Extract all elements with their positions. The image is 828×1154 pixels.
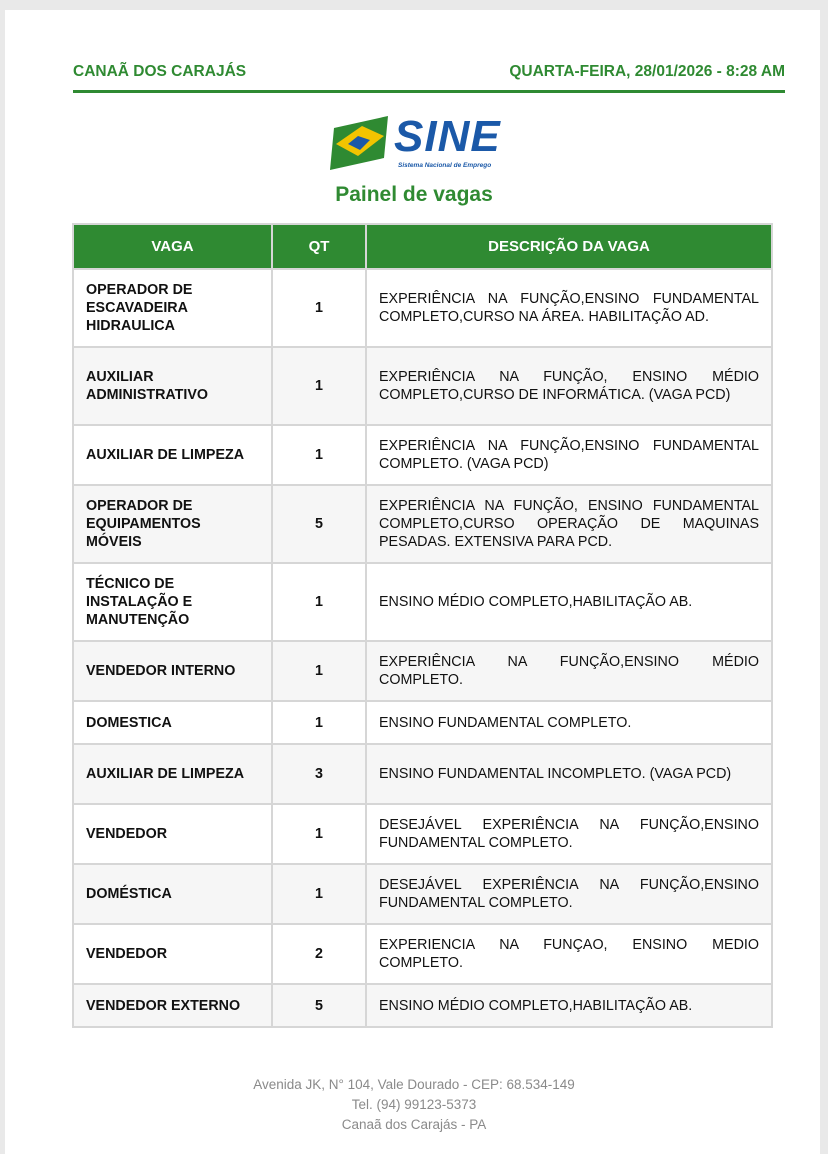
job-description: ENSINO MÉDIO COMPLETO,HABILITAÇÃO AB.: [366, 984, 772, 1027]
job-description: EXPERIÊNCIA NA FUNÇÃO,ENSINO FUNDAMENTAL COMPLETO,CURSO NA ÁREA. HABILITAÇÃO AD.: [366, 269, 772, 347]
job-quantity: 2: [272, 924, 366, 984]
header-divider: [73, 90, 785, 93]
job-title: OPERADOR DE ESCAVADEIRA HIDRAULICA: [73, 269, 272, 347]
column-header-vaga: VAGA: [73, 224, 272, 269]
footer: [0, 1075, 828, 1135]
table-header-row: [73, 224, 772, 269]
table-row: [73, 984, 772, 1027]
job-title: AUXILIAR DE LIMPEZA: [73, 425, 272, 485]
job-quantity: 5: [272, 485, 366, 563]
table-row: [73, 347, 772, 425]
footer-address: Avenida JK, N° 104, Vale Dourado - CEP: 68.534-149: [253, 1077, 575, 1092]
jobs-table: [72, 223, 773, 1028]
job-quantity: 5: [272, 984, 366, 1027]
job-quantity: 1: [272, 347, 366, 425]
table-row: [73, 804, 772, 864]
column-header-qt: QT: [272, 224, 366, 269]
footer-city: Canaã dos Carajás - PA: [341, 1117, 487, 1132]
job-title: TÉCNICO DE INSTALAÇÃO E MANUTENÇÃO: [73, 563, 272, 641]
job-title: DOMÉSTICA: [73, 864, 272, 924]
logo-tagline: Sistema Nacional de Emprego: [398, 162, 492, 169]
header-city: CANAÃ DOS CARAJÁS: [73, 63, 247, 80]
footer-phone: Tel. (94) 99123-5373: [351, 1097, 477, 1112]
job-quantity: 1: [272, 269, 366, 347]
table-row: [73, 924, 772, 984]
table-row: [73, 864, 772, 924]
job-quantity: 1: [272, 804, 366, 864]
job-description: EXPERIÊNCIA NA FUNÇÃO,ENSINO MÉDIO COMPLETO.: [366, 641, 772, 701]
table-row: [73, 744, 772, 804]
job-title: VENDEDOR EXTERNO: [73, 984, 272, 1027]
job-title: AUXILIAR DE LIMPEZA: [73, 744, 272, 804]
job-description: ENSINO FUNDAMENTAL INCOMPLETO. (VAGA PCD): [366, 744, 772, 804]
table-row: [73, 485, 772, 563]
job-description: EXPERIÊNCIA NA FUNÇÃO, ENSINO MÉDIO COMPLETO,CURSO DE INFORMÁTICA. (VAGA PCD): [366, 347, 772, 425]
column-header-descricao: DESCRIÇÃO DA VAGA: [366, 224, 772, 269]
job-description: ENSINO MÉDIO COMPLETO,HABILITAÇÃO AB.: [366, 563, 772, 641]
job-title: OPERADOR DE EQUIPAMENTOS MÓVEIS: [73, 485, 272, 563]
job-description: EXPERIÊNCIA NA FUNÇÃO,ENSINO FUNDAMENTAL COMPLETO. (VAGA PCD): [366, 425, 772, 485]
job-title: DOMESTICA: [73, 701, 272, 744]
job-description: EXPERIENCIA NA FUNÇAO, ENSINO MEDIO COMPLETO.: [366, 924, 772, 984]
brazil-flag-icon: [328, 114, 390, 172]
job-quantity: 1: [272, 563, 366, 641]
job-title: VENDEDOR INTERNO: [73, 641, 272, 701]
job-title: AUXILIAR ADMINISTRATIVO: [73, 347, 272, 425]
table-row: [73, 563, 772, 641]
job-description: EXPERIÊNCIA NA FUNÇÃO, ENSINO FUNDAMENTAL COMPLETO,CURSO OPERAÇÃO DE MAQUINAS PESADAS. EXTENSIVA PARA PCD.: [366, 485, 772, 563]
page-title: Painel de vagas: [335, 183, 493, 206]
job-quantity: 3: [272, 744, 366, 804]
header-bar: [73, 62, 785, 82]
logo-wordmark: SINE: [394, 112, 501, 161]
job-quantity: 1: [272, 701, 366, 744]
job-description: DESEJÁVEL EXPERIÊNCIA NA FUNÇÃO,ENSINO FUNDAMENTAL COMPLETO.: [366, 864, 772, 924]
job-quantity: 1: [272, 425, 366, 485]
job-quantity: 1: [272, 864, 366, 924]
job-title: VENDEDOR: [73, 924, 272, 984]
table-row: [73, 701, 772, 744]
sine-logo: [328, 112, 518, 172]
job-description: ENSINO FUNDAMENTAL COMPLETO.: [366, 701, 772, 744]
job-description: DESEJÁVEL EXPERIÊNCIA NA FUNÇÃO,ENSINO FUNDAMENTAL COMPLETO.: [366, 804, 772, 864]
table-row: [73, 641, 772, 701]
table-row: [73, 425, 772, 485]
job-quantity: 1: [272, 641, 366, 701]
job-title: VENDEDOR: [73, 804, 272, 864]
header-datetime: QUARTA-FEIRA, 28/01/2026 - 8:28 AM: [509, 63, 785, 80]
table-row: [73, 269, 772, 347]
